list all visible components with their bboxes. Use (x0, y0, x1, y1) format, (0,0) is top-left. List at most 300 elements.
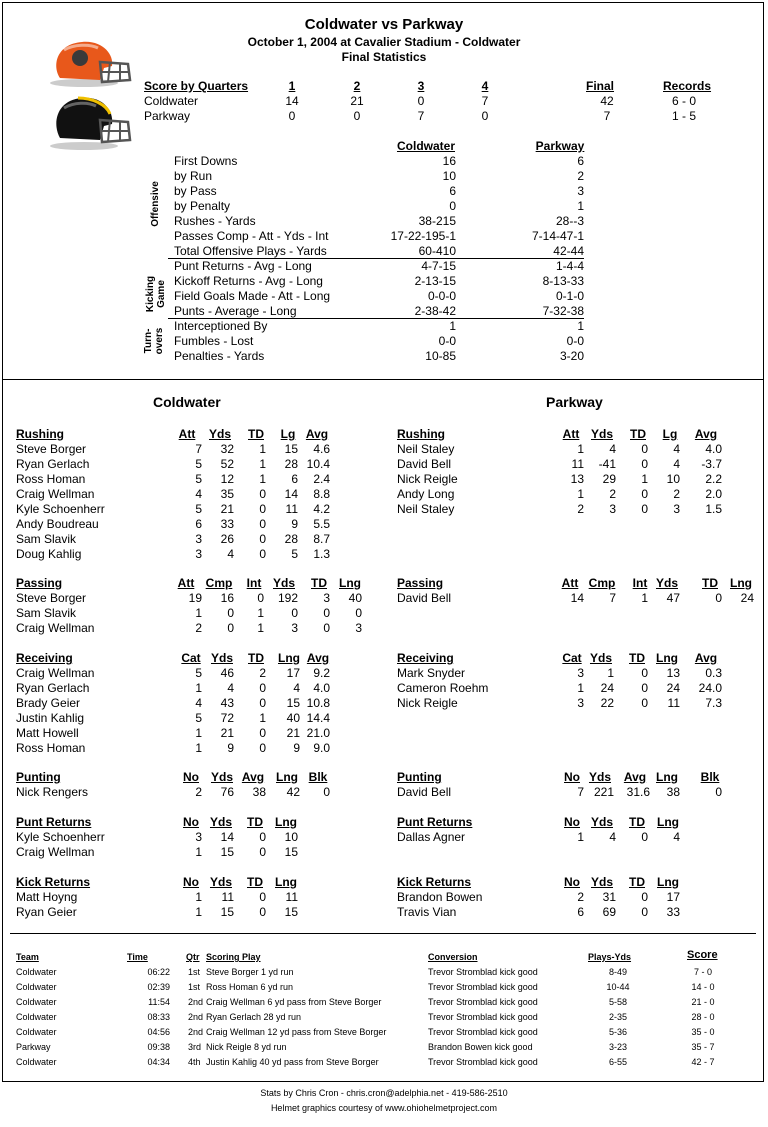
coldwater-receiving-title: Receiving (16, 651, 73, 665)
stat-value: 2.2 (705, 472, 722, 486)
player-name: Nick Rengers (16, 785, 89, 799)
team-stat-parkway-value: 2 (577, 169, 584, 183)
stat-value: 0 (641, 442, 648, 456)
team-stat-coldwater-value: 17-22-195-1 (390, 229, 456, 243)
player-name: Craig Wellman (16, 666, 95, 680)
stat-column-header: Cat (181, 651, 201, 665)
stat-value: 24 (740, 591, 754, 605)
team-stat-label: Interceptioned By (174, 319, 268, 333)
stat-value: 9 (291, 517, 298, 531)
parkway-receiving-title: Receiving (397, 651, 454, 665)
stat-value: -3.7 (701, 457, 722, 471)
stat-value: 11 (221, 890, 234, 904)
quarter-score: 14 (285, 94, 299, 108)
player-name: Neil Staley (397, 442, 455, 456)
stat-column-header: TD (702, 576, 718, 590)
stat-column-header: Cmp (205, 576, 233, 590)
stat-value: 192 (277, 591, 298, 605)
stat-column-header: TD (629, 651, 645, 665)
team-stat-parkway-value: 1-4-4 (555, 259, 584, 273)
stat-value: 3 (291, 621, 298, 635)
team-stat-parkway-value: 7-14-47-1 (531, 229, 584, 243)
stat-value: 0 (641, 696, 648, 710)
score-by-quarters-label: Score by Quarters (144, 79, 249, 93)
player-name: Doug Kahlig (16, 547, 82, 561)
scoring-play: Ryan Gerlach 28 yd run (206, 1012, 302, 1022)
scoring-running-score: 35 - 0 (691, 1027, 715, 1037)
team-stat-label: Penalties - Yards (174, 349, 265, 363)
parkway-punting-title: Punting (397, 770, 442, 784)
stat-value: 15 (284, 845, 298, 859)
stat-value: 15 (220, 845, 234, 859)
scoring-team: Coldwater (16, 1012, 57, 1022)
player-name: Cameron Roehm (397, 681, 489, 695)
coldwater-punt-returns-title: Punt Returns (16, 815, 92, 829)
player-name: Steve Borger (16, 442, 87, 456)
stat-value: 33 (666, 905, 680, 919)
stat-value: 0 (715, 591, 722, 605)
stat-column-header: Lng (276, 770, 298, 784)
scoring-time: 09:38 (147, 1042, 170, 1052)
stat-value: 0 (259, 741, 266, 755)
scoring-running-score: 42 - 7 (691, 1057, 715, 1067)
stat-value: 0 (641, 830, 648, 844)
stat-value: 14 (284, 487, 298, 501)
team-stat-coldwater-value: 2-38-42 (414, 304, 456, 318)
team-stat-coldwater-value: 0 (449, 199, 456, 213)
stat-value: 2 (673, 487, 680, 501)
stat-value: 0 (259, 905, 266, 919)
stat-value: 0 (227, 621, 234, 635)
scoring-team-header: Team (16, 952, 39, 962)
stat-value: 15 (284, 905, 298, 919)
team-stat-label: Field Goals Made - Att - Long (174, 289, 331, 303)
stat-column-header: Lg (662, 427, 678, 441)
team-stat-label: Rushes - Yards (174, 214, 256, 228)
stat-column-header: Lng (275, 875, 297, 889)
stat-column-header: Lng (275, 815, 297, 829)
stat-value: 28 (284, 532, 298, 546)
team-stats-parkway-header: Parkway (535, 139, 585, 153)
quarter-2-header: 2 (353, 79, 361, 93)
team-stat-coldwater-value: 0-0-0 (427, 289, 456, 303)
stat-value: 1 (257, 606, 264, 620)
quarter-score: 0 (288, 109, 296, 123)
scoring-quarter: 2nd (188, 1027, 204, 1037)
stat-column-header: Avg (694, 427, 718, 441)
stat-column-header: Att (177, 576, 195, 590)
stat-value: 1 (577, 830, 584, 844)
stat-value: 1 (577, 442, 584, 456)
scoring-running-score: 7 - 0 (693, 967, 712, 977)
stat-value: 7 (609, 591, 616, 605)
stat-value: 0 (641, 681, 648, 695)
coldwater-passing-title: Passing (16, 576, 63, 590)
stat-value: 4 (673, 830, 680, 844)
stat-value: 5.5 (313, 517, 330, 531)
scoring-team: Coldwater (16, 997, 57, 1007)
stat-value: 2 (609, 487, 616, 501)
stat-value: -41 (598, 457, 616, 471)
quarter-score: 0 (481, 109, 489, 123)
final-statistics-label: Final Statistics (341, 50, 427, 64)
team-stat-parkway-value: 7-32-38 (542, 304, 584, 318)
parkway-passing-title: Passing (397, 576, 444, 590)
stat-column-header: No (564, 770, 580, 784)
stat-value: 1 (259, 472, 266, 486)
scoring-conversion-header: Conversion (428, 952, 478, 962)
stat-value: 5 (195, 666, 202, 680)
team-stat-coldwater-value: 60-410 (418, 244, 456, 258)
stat-value: 21 (220, 502, 234, 516)
team-stat-label: Kickoff Returns - Avg - Long (174, 274, 323, 288)
stat-value: 4 (227, 547, 234, 561)
stat-value: 38 (666, 785, 680, 799)
records-header: Records (663, 79, 712, 93)
player-name: Andy Boudreau (16, 517, 99, 531)
quarter-score: 7 (417, 109, 425, 123)
stat-column-header: Avg (241, 770, 265, 784)
player-name: David Bell (397, 785, 452, 799)
player-name: Andy Long (397, 487, 455, 501)
stat-value: 4.6 (313, 442, 330, 456)
player-name: Kyle Schoenherr (16, 502, 105, 516)
stat-value: 14.4 (306, 711, 330, 725)
scoring-time: 08:33 (147, 1012, 170, 1022)
team-stat-label: Passes Comp - Att - Yds - Int (174, 229, 329, 243)
scoring-plays-yards: 5-58 (608, 997, 627, 1007)
stat-column-header: Yds (209, 875, 232, 889)
player-name: Ryan Geier (16, 905, 77, 919)
final-score: 42 (600, 94, 614, 108)
stat-value: 15 (220, 905, 234, 919)
turnovers-section-label: Turn- overs (143, 327, 165, 355)
team-stat-parkway-value: 8-13-33 (542, 274, 584, 288)
stat-value: 28 (284, 457, 298, 471)
stat-value: 0 (641, 502, 648, 516)
stat-column-header: Yds (588, 770, 611, 784)
quarter-4-header: 4 (481, 79, 489, 93)
player-name: Nick Reigle (397, 696, 458, 710)
coldwater-rushing-title: Rushing (16, 427, 64, 441)
stat-value: 21.0 (306, 726, 330, 740)
player-name: Ryan Gerlach (16, 457, 90, 471)
stat-value: 1 (259, 711, 266, 725)
coldwater-punting-title: Punting (16, 770, 61, 784)
player-name: David Bell (397, 591, 452, 605)
stat-value: 42 (286, 785, 300, 799)
stat-value: 32 (220, 442, 234, 456)
stat-value: 4 (293, 681, 300, 695)
player-name: Sam Slavik (16, 532, 77, 546)
team-stats-coldwater-header: Coldwater (396, 139, 455, 153)
stat-value: 10.8 (306, 696, 330, 710)
stat-column-header: No (564, 815, 580, 829)
stat-value: 4.0 (313, 681, 330, 695)
scoring-team: Coldwater (16, 982, 57, 992)
player-name: Ross Homan (16, 741, 86, 755)
stat-column-header: Lng (278, 651, 300, 665)
stat-value: 10 (284, 830, 298, 844)
quarter-score: 21 (350, 94, 364, 108)
scoring-time: 06:22 (147, 967, 170, 977)
stat-value: 4 (195, 487, 202, 501)
stat-value: 1 (577, 681, 584, 695)
stat-column-header: Avg (305, 427, 329, 441)
stat-value: 1 (641, 472, 648, 486)
quarter-team-name: Coldwater (144, 94, 199, 108)
stat-value: 0 (259, 696, 266, 710)
stat-value: 1 (259, 442, 266, 456)
stat-column-header: TD (630, 427, 646, 441)
stat-value: 0 (641, 457, 648, 471)
team-stat-label: by Run (174, 169, 213, 183)
stat-value: 0 (259, 502, 266, 516)
team-stat-label: First Downs (174, 154, 238, 168)
player-name: Mark Snyder (397, 666, 466, 680)
scoring-plays-yards: 6-55 (608, 1057, 627, 1067)
scoring-play: Craig Wellman 12 yd pass from Steve Borger (206, 1027, 387, 1037)
stat-value: 9 (227, 741, 234, 755)
stat-column-header: TD (629, 815, 645, 829)
stat-value: 3 (355, 621, 362, 635)
stat-value: 1 (195, 741, 202, 755)
stat-value: 3 (195, 532, 202, 546)
stat-column-header: Blk (700, 770, 720, 784)
stat-value: 17 (666, 890, 680, 904)
player-name: Sam Slavik (16, 606, 77, 620)
parkway-kick-returns-title: Kick Returns (397, 875, 472, 889)
offensive-section-label: Offensive (150, 181, 161, 227)
stat-column-header: Yds (590, 875, 613, 889)
coldwater-helmet-icon (44, 36, 134, 88)
scoring-conversion: Trevor Stromblad kick good (428, 967, 538, 977)
team-record: 1 - 5 (672, 109, 697, 123)
stat-column-header: Yds (655, 576, 678, 590)
team-stat-label: by Penalty (174, 199, 231, 213)
stat-value: 1 (607, 666, 614, 680)
stat-value: 0 (259, 845, 266, 859)
stat-value: 3 (195, 830, 202, 844)
stat-value: 17 (286, 666, 300, 680)
stat-value: 1.5 (705, 502, 722, 516)
stat-column-header: Lg (280, 427, 296, 441)
stat-column-header: TD (311, 576, 327, 590)
stat-value: 29 (602, 472, 616, 486)
stat-value: 14 (220, 830, 234, 844)
scoring-time: 02:39 (147, 982, 170, 992)
team-stat-coldwater-value: 10 (442, 169, 456, 183)
stat-value: 5 (195, 502, 202, 516)
stat-value: 3 (323, 591, 330, 605)
stat-column-header: Lng (657, 875, 679, 889)
stat-value: 0 (355, 606, 362, 620)
scoring-play-header: Scoring Play (206, 952, 261, 962)
stat-value: 4 (195, 696, 202, 710)
stat-value: 38 (252, 785, 266, 799)
stat-value: 2.0 (705, 487, 722, 501)
scoring-plays-yards: 8-49 (608, 967, 627, 977)
stat-column-header: No (183, 770, 199, 784)
stat-value: 40 (286, 711, 300, 725)
stat-value: 3 (577, 696, 584, 710)
stat-value: 0 (259, 517, 266, 531)
stat-value: 22 (600, 696, 614, 710)
stat-column-header: Blk (308, 770, 328, 784)
game-subtitle: October 1, 2004 at Cavalier Stadium - Coldwater (247, 35, 521, 49)
coldwater-kick-returns-title: Kick Returns (16, 875, 91, 889)
stat-value: 10 (666, 472, 680, 486)
stat-value: 72 (220, 711, 234, 725)
stat-value: 0 (641, 487, 648, 501)
stat-value: 9.2 (313, 666, 330, 680)
stat-column-header: Cmp (588, 576, 616, 590)
stat-value: 4 (673, 457, 680, 471)
coldwater-section-title: Coldwater (153, 394, 221, 410)
team-stat-coldwater-value: 38-215 (418, 214, 456, 228)
player-name: Craig Wellman (16, 487, 95, 501)
scoring-plays-yards: 5-36 (608, 1027, 627, 1037)
stat-value: 0 (641, 890, 648, 904)
scoring-quarter: 2nd (188, 1012, 204, 1022)
team-stat-parkway-value: 6 (577, 154, 584, 168)
player-name: Nick Reigle (397, 472, 458, 486)
player-name: Craig Wellman (16, 621, 95, 635)
stat-value: 7.3 (705, 696, 722, 710)
stat-column-header: Yds (589, 651, 612, 665)
scoring-play: Steve Borger 1 yd run (206, 967, 294, 977)
stat-column-header: No (183, 815, 199, 829)
stat-value: 13 (666, 666, 680, 680)
stat-value: 4.0 (705, 442, 722, 456)
scoring-play: Justin Kahlig 40 yd pass from Steve Borger (206, 1057, 379, 1067)
player-name: Matt Howell (16, 726, 79, 740)
scoring-running-score: 35 - 7 (691, 1042, 715, 1052)
team-stat-coldwater-value: 6 (449, 184, 456, 198)
quarter-team-name: Parkway (144, 109, 191, 123)
scoring-quarter: 2nd (188, 997, 204, 1007)
team-stat-parkway-value: 42-44 (553, 244, 584, 258)
scoring-score-header: Score (687, 949, 718, 961)
stat-column-header: Yds (590, 815, 613, 829)
stat-value: 6 (195, 517, 202, 531)
player-name: Dallas Agner (397, 830, 466, 844)
stat-value: 0 (259, 890, 266, 904)
stat-value: 24.0 (698, 681, 722, 695)
scoring-qtr-header: Qtr (186, 952, 200, 962)
kicking-game-section-label: Kicking Game (145, 275, 167, 313)
scoring-conversion: Trevor Stromblad kick good (428, 1012, 538, 1022)
stat-value: 4 (609, 830, 616, 844)
team-stat-label: Punt Returns - Avg - Long (174, 259, 312, 273)
stat-value: 1 (195, 890, 202, 904)
stat-value: 2 (195, 621, 202, 635)
scoring-team: Coldwater (16, 967, 57, 977)
stat-value: 0 (715, 785, 722, 799)
scoring-divider (10, 933, 756, 934)
stat-value: 0 (257, 591, 264, 605)
stat-value: 0 (641, 905, 648, 919)
stat-value: 0 (323, 621, 330, 635)
scoring-time: 04:56 (147, 1027, 170, 1037)
stat-column-header: No (183, 875, 199, 889)
stat-value: 1 (257, 621, 264, 635)
footer-helmet-credits: Helmet graphics courtesy of www.ohiohelmetproject.com (270, 1103, 498, 1113)
quarter-3-header: 3 (417, 79, 425, 93)
stat-value: 1 (195, 726, 202, 740)
stat-value: 0 (259, 726, 266, 740)
team-stat-coldwater-value: 0-0 (438, 334, 456, 348)
stat-column-header: Int (632, 576, 648, 590)
scoring-time-header: Time (127, 952, 148, 962)
stat-value: 0 (291, 606, 298, 620)
stat-value: 0 (259, 547, 266, 561)
stat-value: 5 (291, 547, 298, 561)
stat-value: 0 (259, 532, 266, 546)
stat-value: 47 (666, 591, 680, 605)
team-stat-parkway-value: 28--3 (555, 214, 584, 228)
scoring-quarter: 1st (188, 967, 201, 977)
scoring-plays-yards: 2-35 (608, 1012, 627, 1022)
team-stat-coldwater-value: 16 (442, 154, 456, 168)
stat-column-header: Lng (339, 576, 361, 590)
scoring-plays-yards: 3-23 (608, 1042, 627, 1052)
team-stat-parkway-value: 0-1-0 (555, 289, 584, 303)
scoring-conversion: Trevor Stromblad kick good (428, 1027, 538, 1037)
stat-value: 21 (286, 726, 300, 740)
stat-value: 0 (259, 830, 266, 844)
stat-column-header: Att (178, 427, 196, 441)
team-stat-coldwater-value: 1 (449, 319, 456, 333)
stat-value: 33 (220, 517, 234, 531)
stat-column-header: Att (562, 427, 580, 441)
team-stat-coldwater-value: 2-13-15 (414, 274, 456, 288)
stat-value: 2 (259, 666, 266, 680)
stat-column-header: Avg (306, 651, 330, 665)
stat-value: 1 (195, 606, 202, 620)
team-stat-parkway-value: 3 (577, 184, 584, 198)
parkway-helmet-icon (44, 92, 134, 152)
stat-column-header: Avg (694, 651, 718, 665)
player-name: Travis Vian (397, 905, 457, 919)
player-name: Brandon Bowen (397, 890, 483, 904)
stat-column-header: Lng (657, 815, 679, 829)
footer-credits: Stats by Chris Cron - chris.cron@adelphia.net - 419-586-2510 (260, 1088, 508, 1098)
scoring-team: Coldwater (16, 1027, 57, 1037)
stat-value: 0 (323, 785, 330, 799)
scoring-conversion: Brandon Bowen kick good (428, 1042, 533, 1052)
stat-value: 3 (609, 502, 616, 516)
player-name: David Bell (397, 457, 452, 471)
player-name: Steve Borger (16, 591, 87, 605)
team-stat-parkway-value: 1 (577, 199, 584, 213)
stat-column-header: Yds (210, 651, 233, 665)
quarter-1-header: 1 (288, 79, 296, 93)
stat-column-header: Lng (656, 770, 678, 784)
stat-column-header: TD (248, 651, 264, 665)
stat-value: 0 (641, 666, 648, 680)
section-divider (2, 379, 764, 380)
stat-value: 24 (666, 681, 680, 695)
stat-column-header: Yds (210, 770, 233, 784)
stat-column-header: Lng (730, 576, 752, 590)
parkway-section-title: Parkway (546, 394, 603, 410)
stat-value: 76 (220, 785, 234, 799)
stat-value: 3 (577, 666, 584, 680)
stat-value: 4 (227, 681, 234, 695)
stat-value: 8.7 (313, 532, 330, 546)
scoring-team: Coldwater (16, 1057, 57, 1067)
